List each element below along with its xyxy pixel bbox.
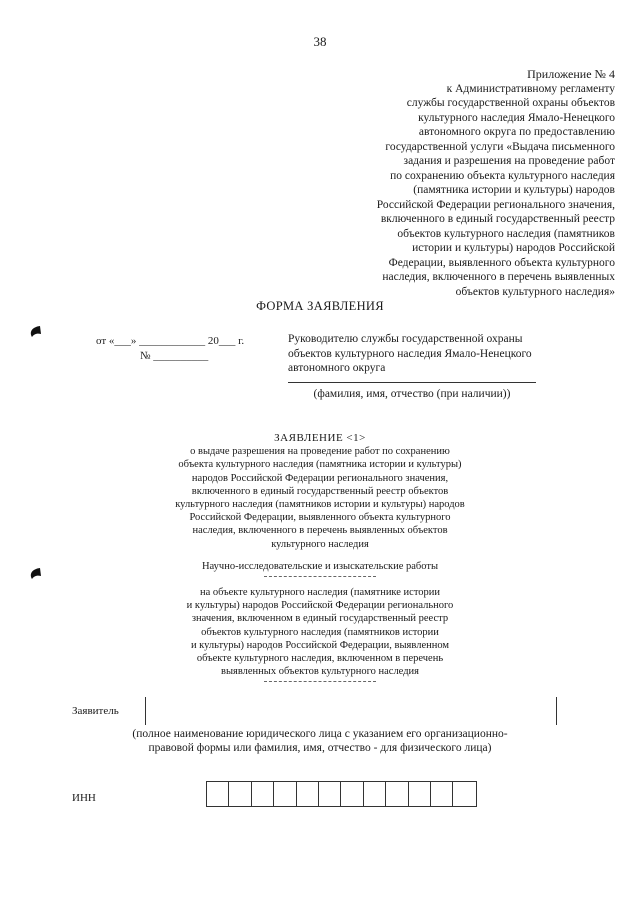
statement-line: о выдаче разрешения на проведение работ по сохранению <box>190 446 450 458</box>
statement-line: включенного в единый государственный реестр объектов <box>191 485 449 497</box>
appendix-line: Российской Федерации регионального значения, <box>376 198 615 211</box>
object-line: выявленных объектов культурного наследия <box>221 666 419 678</box>
inn-digit-cell[interactable] <box>207 782 229 806</box>
recipient-line: Руководителю службы государственной охраны <box>288 333 523 345</box>
statement-line: объекта культурного наследия (памятника истории и культуры) <box>178 459 462 471</box>
form-title: ФОРМА ЗАЯВЛЕНИЯ <box>256 299 384 313</box>
object-line: на объекте культурного наследия (памятнике истории <box>199 587 441 599</box>
object-line: и культуры) народов Российской Федерации, выявленном <box>190 639 450 651</box>
applicant-hint <box>0 727 640 755</box>
appendix-line: включенного в единый государственный реестр <box>380 213 615 225</box>
inn-digit-cell[interactable] <box>297 782 319 806</box>
object-underline <box>264 680 376 682</box>
inn-digit-cell[interactable] <box>341 782 363 806</box>
appendix-header <box>315 67 615 299</box>
object-line: и культуры) народов Российской Федерации регионального <box>186 600 454 612</box>
works-underline <box>264 575 376 577</box>
inn-digit-cell[interactable] <box>409 782 431 806</box>
appendix-line: Федерации, выявленного объекта культурного <box>388 256 615 269</box>
date-field[interactable]: от «___» ____________ 20___ г. <box>96 335 245 347</box>
statement-line: культурного наследия (памятников истории и культуры) народов <box>175 499 465 511</box>
inn-digit-cell[interactable] <box>364 782 386 806</box>
applicant-hint-line: правовой формы или фамилия, имя, отчество - для физического лица) <box>148 742 492 754</box>
inn-field[interactable] <box>206 781 477 807</box>
inn-label: ИНН <box>72 792 96 804</box>
appendix-line: службы государственной охраны объектов <box>406 97 615 109</box>
punch-hole-icon <box>28 325 42 339</box>
date-number-block <box>96 334 244 364</box>
appendix-line: к Административному регламенту <box>446 82 615 95</box>
appendix-line: истории и культуры) народов Российской <box>412 242 615 254</box>
recipient-line: автономного округа <box>288 362 386 374</box>
recipient-name-field[interactable] <box>288 380 536 383</box>
object-line: объекте культурного наследия, включенном в перечень <box>196 653 444 665</box>
object-line: значения, включенном в единый государственный реестр <box>191 613 449 625</box>
recipient-block <box>288 332 608 401</box>
inn-digit-cell[interactable] <box>252 782 274 806</box>
inn-digit-cell[interactable] <box>319 782 341 806</box>
recipient-line: объектов культурного наследия Ямало-Ненецкого <box>288 347 532 360</box>
appendix-line: наследия, включенного в перечень выявленных <box>382 271 615 283</box>
statement-line: народов Российской Федерации регионального значения, <box>191 472 449 484</box>
appendix-line: по сохранению объекта культурного наследия <box>390 169 615 182</box>
statement-line: наследия, включенного в перечень выявленных объектов <box>192 525 448 537</box>
page-number: 38 <box>313 34 327 49</box>
inn-digit-cell[interactable] <box>386 782 408 806</box>
inn-digit-cell[interactable] <box>274 782 296 806</box>
statement-line: Российской Федерации, выявленного объекта культурного <box>189 512 451 524</box>
applicant-hint-line: (полное наименование юридического лица с указанием его организационно- <box>132 728 508 740</box>
statement-block <box>0 432 640 682</box>
inn-digit-cell[interactable] <box>431 782 453 806</box>
inn-digit-cell[interactable] <box>453 782 475 806</box>
inn-digit-cell[interactable] <box>229 782 251 806</box>
appendix-line: государственной услуги «Выдача письменного <box>385 140 615 153</box>
appendix-line: (памятника истории и культуры) народов <box>413 184 615 196</box>
object-line: объектов культурного наследия (памятников истории <box>201 626 439 638</box>
appendix-line: автономного округа по предоставлению <box>418 126 615 138</box>
number-field[interactable]: № __________ <box>140 350 209 362</box>
works-type: Научно-исследовательские и изыскательские работы <box>201 560 439 572</box>
statement-line: культурного наследия <box>271 538 369 550</box>
appendix-line: объектов культурного наследия (памятников <box>397 227 615 240</box>
applicant-label: Заявитель <box>72 705 119 717</box>
recipient-name-hint: (фамилия, имя, отчество (при наличии)) <box>313 387 511 400</box>
appendix-line: культурного наследия Ямало-Ненецкого <box>418 111 615 124</box>
applicant-name-field[interactable] <box>145 697 557 725</box>
appendix-line: объектов культурного наследия» <box>455 285 615 298</box>
statement-heading: ЗАЯВЛЕНИЕ <1> <box>274 432 366 444</box>
appendix-line: задания и разрешения на проведение работ <box>403 155 615 167</box>
appendix-title: Приложение № 4 <box>527 67 615 81</box>
